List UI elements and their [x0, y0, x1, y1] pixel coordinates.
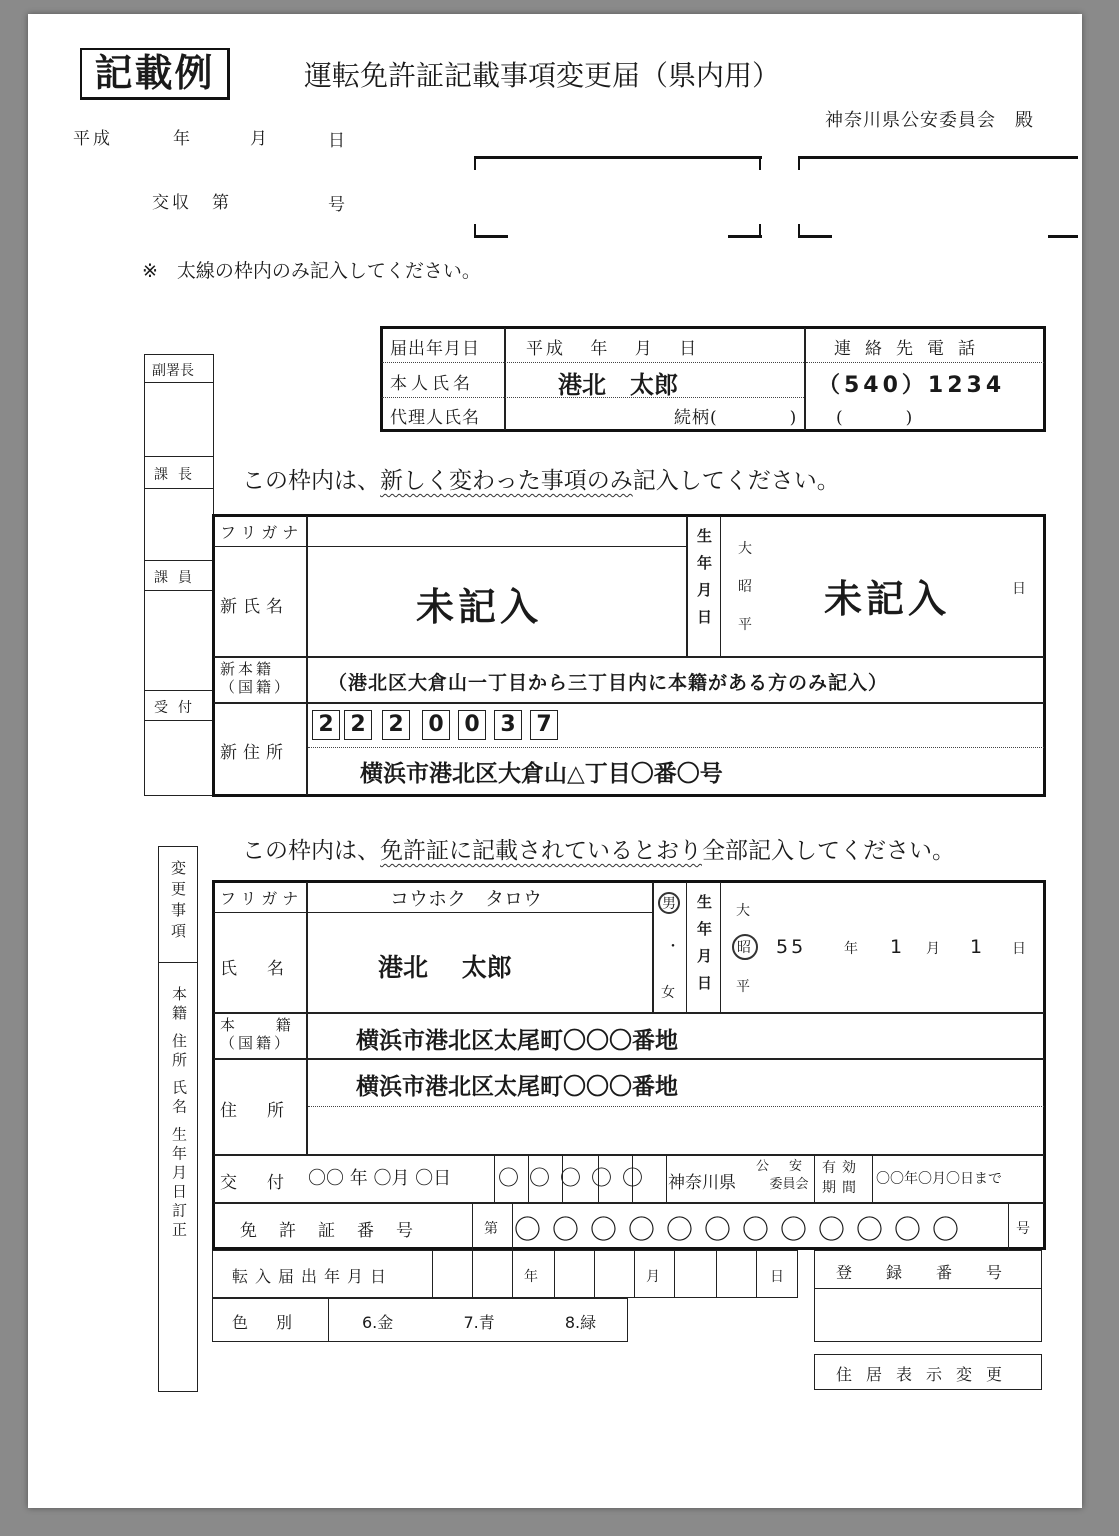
era-heisei: 平 [736, 979, 750, 995]
agent-phone[interactable]: ( ) [836, 408, 916, 428]
bracket-box-right [798, 156, 1078, 238]
license-number-prefix: 第 [484, 1221, 498, 1237]
label-contact-phone: 連絡先電話 [834, 339, 989, 359]
issue-number-marks[interactable]: 〇〇〇〇〇 [498, 1166, 653, 1190]
transfer-month-unit: 月 [646, 1269, 660, 1285]
contact-phone-value[interactable]: （540）1234 [818, 373, 1006, 398]
label-new-domicile: 新本籍 （国籍） [220, 660, 293, 696]
birth-month-value[interactable]: 1 [890, 936, 903, 958]
valid-until-value[interactable]: 〇〇年〇月〇日まで [876, 1171, 1002, 1187]
era-showa: 昭 [737, 940, 751, 956]
era-heisei-new: 平 [738, 617, 752, 633]
label-address: 住所 [220, 1101, 314, 1121]
license-number-suffix: 号 [1016, 1221, 1030, 1237]
label-domicile: 本 籍 （国籍） [220, 1016, 294, 1052]
postal-digit[interactable]: 2 [312, 710, 340, 740]
postal-digit[interactable]: 2 [344, 710, 372, 740]
transfer-day-unit: 日 [770, 1269, 784, 1285]
addressee: 神奈川県公安委員会 殿 [825, 110, 1034, 131]
form-title: 運転免許証記載事項変更届（県内用） [304, 59, 781, 92]
section2-instruction: この枠内は、免許証に記載されているとおり全部記入してください。 [242, 838, 955, 864]
current-info-table [212, 880, 1046, 1250]
birth-day-unit-new: 日 [1012, 581, 1026, 597]
birth-day-value[interactable]: 1 [970, 936, 983, 958]
label-birthdate: 生年月日 [695, 894, 713, 1002]
applicant-name-value[interactable]: 港北 太郎 [558, 371, 678, 399]
label-section-chief: 課長 [154, 467, 202, 483]
instruction-note: ※ 太線の枠内のみ記入してください。 [142, 260, 481, 282]
sample-stamp: 記載例 [80, 48, 230, 100]
label-furigana-new: フリガナ [220, 523, 304, 542]
new-address-value[interactable]: 横浜市港北区大倉山△丁目〇番〇号 [360, 761, 723, 787]
date-year: 年 [173, 129, 193, 149]
label-applicant-name: 本人氏名 [390, 374, 474, 394]
birth-year-unit: 年 [844, 941, 858, 957]
label-birthdate-new: 生年月日 [695, 528, 713, 636]
label-staff: 課員 [154, 570, 202, 586]
label-residence-change: 住居表示変更 [836, 1365, 1017, 1384]
gender-separator: ・ [666, 939, 680, 955]
issuer-commission: 公安 委員会 [756, 1159, 823, 1192]
name-value[interactable]: 港北 太郎 [378, 953, 512, 982]
label-furigana: フリガナ [220, 889, 304, 908]
postal-digit[interactable]: 3 [494, 710, 522, 740]
postal-code-boxes[interactable] [312, 710, 572, 742]
label-valid-period: 有効 期間 [822, 1160, 862, 1196]
postal-digit[interactable]: 0 [458, 710, 486, 740]
label-color: 色別 [232, 1313, 321, 1332]
address-value[interactable]: 横浜市港北区太尾町〇〇〇番地 [356, 1074, 678, 1100]
label-transfer-date: 転入届出年月日 [232, 1267, 394, 1286]
filing-date-value[interactable]: 平成 年 月 日 [526, 339, 700, 359]
receipt-unit: 号 [328, 195, 348, 215]
new-birthdate-value[interactable]: 未記入 [824, 577, 951, 621]
label-filing-date: 届出年月日 [390, 339, 480, 359]
receipt-label: 交収 第 [152, 193, 232, 213]
date-era: 平成 [73, 129, 113, 149]
issue-date-value[interactable]: 〇〇 年 〇月 〇日 [308, 1168, 452, 1189]
furigana-value[interactable]: コウホク タロウ [390, 888, 543, 910]
postal-digit[interactable]: 2 [382, 710, 410, 740]
new-domicile-note[interactable]: （港北区大倉山一丁目から三丁目内に本籍がある方のみ記入） [328, 672, 889, 694]
date-month: 月 [250, 129, 270, 149]
gender-male: 男 [662, 896, 676, 912]
label-new-address: 新住所 [220, 743, 289, 763]
birth-month-unit: 月 [926, 941, 940, 957]
label-registration-number: 登録番号 [836, 1263, 1037, 1282]
era-taisho-new: 大 [738, 541, 752, 557]
label-deputy-chief: 副署長 [152, 363, 194, 379]
agent-relation[interactable]: 続柄( ) [674, 408, 798, 428]
postal-digit[interactable]: 0 [422, 710, 450, 740]
domicile-value[interactable]: 横浜市港北区太尾町〇〇〇番地 [356, 1028, 678, 1054]
era-taisho: 大 [736, 903, 750, 919]
label-reception: 受付 [154, 700, 202, 716]
transfer-year-unit: 年 [524, 1269, 538, 1285]
label-change-items: 変更事項 [169, 860, 187, 944]
label-issuance: 交付 [220, 1173, 314, 1193]
label-correction-items: 本籍 住所 氏名 生年月日訂正 [170, 986, 188, 1241]
birth-year-value[interactable]: 55 [776, 936, 807, 958]
era-showa-new: 昭 [738, 579, 752, 595]
gender-female: 女 [661, 985, 675, 1001]
section1-instruction: この枠内は、新しく変わった事項のみ記入してください。 [242, 468, 840, 494]
label-name: 氏名 [220, 959, 314, 979]
new-name-value[interactable]: 未記入 [416, 585, 543, 629]
label-license-number: 免許証番号 [240, 1221, 435, 1241]
form-sheet [28, 14, 1082, 1508]
color-options[interactable]: 6.金 7.青 8.緑 [362, 1313, 597, 1332]
date-day: 日 [328, 131, 348, 151]
label-new-name: 新氏名 [220, 597, 289, 617]
license-number-marks[interactable]: 〇〇〇〇〇〇〇〇〇〇〇〇 [514, 1215, 970, 1246]
postal-digit[interactable]: 7 [530, 710, 558, 740]
birth-day-unit: 日 [1012, 941, 1026, 957]
issuer-prefecture: 神奈川県 [668, 1173, 736, 1193]
bracket-box-left [474, 156, 762, 238]
label-agent-name: 代理人氏名 [390, 408, 480, 428]
